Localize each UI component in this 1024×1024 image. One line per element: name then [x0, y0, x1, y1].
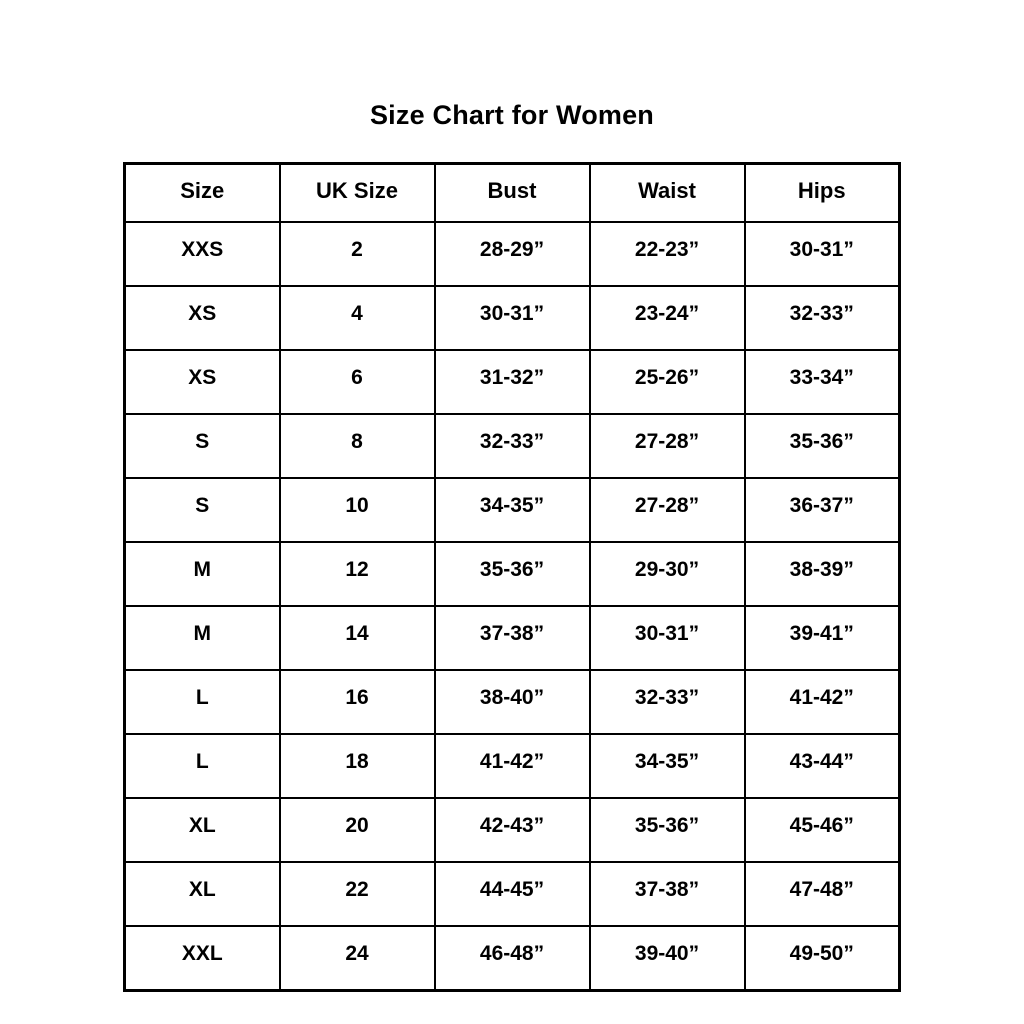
table-cell-uk-size: 24 — [280, 926, 435, 991]
table-cell-bust: 37-38” — [435, 606, 590, 670]
table-cell-bust: 34-35” — [435, 478, 590, 542]
table-cell-waist: 30-31” — [590, 606, 745, 670]
table-cell-uk-size: 16 — [280, 670, 435, 734]
table-cell-uk-size: 8 — [280, 414, 435, 478]
table-cell-hips: 47-48” — [745, 862, 900, 926]
table-header — [125, 164, 900, 223]
table-cell-uk-size: 2 — [280, 222, 435, 286]
table-row — [125, 414, 900, 478]
table-cell-uk-size: 22 — [280, 862, 435, 926]
table-cell-size: XS — [125, 350, 280, 414]
table-cell-uk-size: 14 — [280, 606, 435, 670]
table-row — [125, 222, 900, 286]
table-row — [125, 350, 900, 414]
table-cell-bust: 30-31” — [435, 286, 590, 350]
table-row — [125, 670, 900, 734]
table-cell-bust: 32-33” — [435, 414, 590, 478]
table-row — [125, 606, 900, 670]
table-row — [125, 862, 900, 926]
column-header-bust: Bust — [435, 164, 590, 223]
table-cell-bust: 46-48” — [435, 926, 590, 991]
table-cell-bust: 38-40” — [435, 670, 590, 734]
table-cell-size: XXL — [125, 926, 280, 991]
table-cell-waist: 34-35” — [590, 734, 745, 798]
table-cell-waist: 22-23” — [590, 222, 745, 286]
table-cell-hips: 43-44” — [745, 734, 900, 798]
table-row — [125, 286, 900, 350]
table-cell-waist: 35-36” — [590, 798, 745, 862]
table-cell-hips: 36-37” — [745, 478, 900, 542]
table-cell-hips: 33-34” — [745, 350, 900, 414]
table-cell-bust: 44-45” — [435, 862, 590, 926]
table-cell-bust: 28-29” — [435, 222, 590, 286]
table-cell-hips: 45-46” — [745, 798, 900, 862]
table-cell-size: XL — [125, 862, 280, 926]
column-header-uk-size: UK Size — [280, 164, 435, 223]
table-row — [125, 542, 900, 606]
table-cell-size: M — [125, 606, 280, 670]
table-row — [125, 926, 900, 991]
table-cell-hips: 30-31” — [745, 222, 900, 286]
table-cell-waist: 23-24” — [590, 286, 745, 350]
table-cell-hips: 39-41” — [745, 606, 900, 670]
table-cell-waist: 27-28” — [590, 478, 745, 542]
table-body — [125, 222, 900, 991]
table-cell-waist: 39-40” — [590, 926, 745, 991]
table-cell-uk-size: 12 — [280, 542, 435, 606]
table-cell-size: S — [125, 478, 280, 542]
column-header-waist: Waist — [590, 164, 745, 223]
table-cell-waist: 25-26” — [590, 350, 745, 414]
table-row — [125, 734, 900, 798]
table-cell-size: XXS — [125, 222, 280, 286]
table-cell-uk-size: 20 — [280, 798, 435, 862]
table-cell-size: M — [125, 542, 280, 606]
column-header-hips: Hips — [745, 164, 900, 223]
page-title: Size Chart for Women — [369, 100, 655, 130]
table-cell-waist: 27-28” — [590, 414, 745, 478]
table-cell-size: L — [125, 670, 280, 734]
table-cell-hips: 38-39” — [745, 542, 900, 606]
table-cell-size: S — [125, 414, 280, 478]
table-row — [125, 478, 900, 542]
table-cell-waist: 32-33” — [590, 670, 745, 734]
table-cell-size: XL — [125, 798, 280, 862]
table-cell-bust: 31-32” — [435, 350, 590, 414]
table-cell-hips: 41-42” — [745, 670, 900, 734]
table-cell-waist: 29-30” — [590, 542, 745, 606]
table-cell-hips: 35-36” — [745, 414, 900, 478]
table-cell-uk-size: 10 — [280, 478, 435, 542]
table-row — [125, 798, 900, 862]
table-cell-uk-size: 4 — [280, 286, 435, 350]
table-cell-size: XS — [125, 286, 280, 350]
table-cell-hips: 32-33” — [745, 286, 900, 350]
table-cell-uk-size: 18 — [280, 734, 435, 798]
table-cell-size: L — [125, 734, 280, 798]
table-cell-bust: 41-42” — [435, 734, 590, 798]
table-cell-bust: 42-43” — [435, 798, 590, 862]
header-row — [125, 164, 900, 223]
table-cell-waist: 37-38” — [590, 862, 745, 926]
table-cell-uk-size: 6 — [280, 350, 435, 414]
table-cell-hips: 49-50” — [745, 926, 900, 991]
column-header-size: Size — [125, 164, 280, 223]
table-cell-bust: 35-36” — [435, 542, 590, 606]
size-chart-table — [123, 162, 901, 992]
